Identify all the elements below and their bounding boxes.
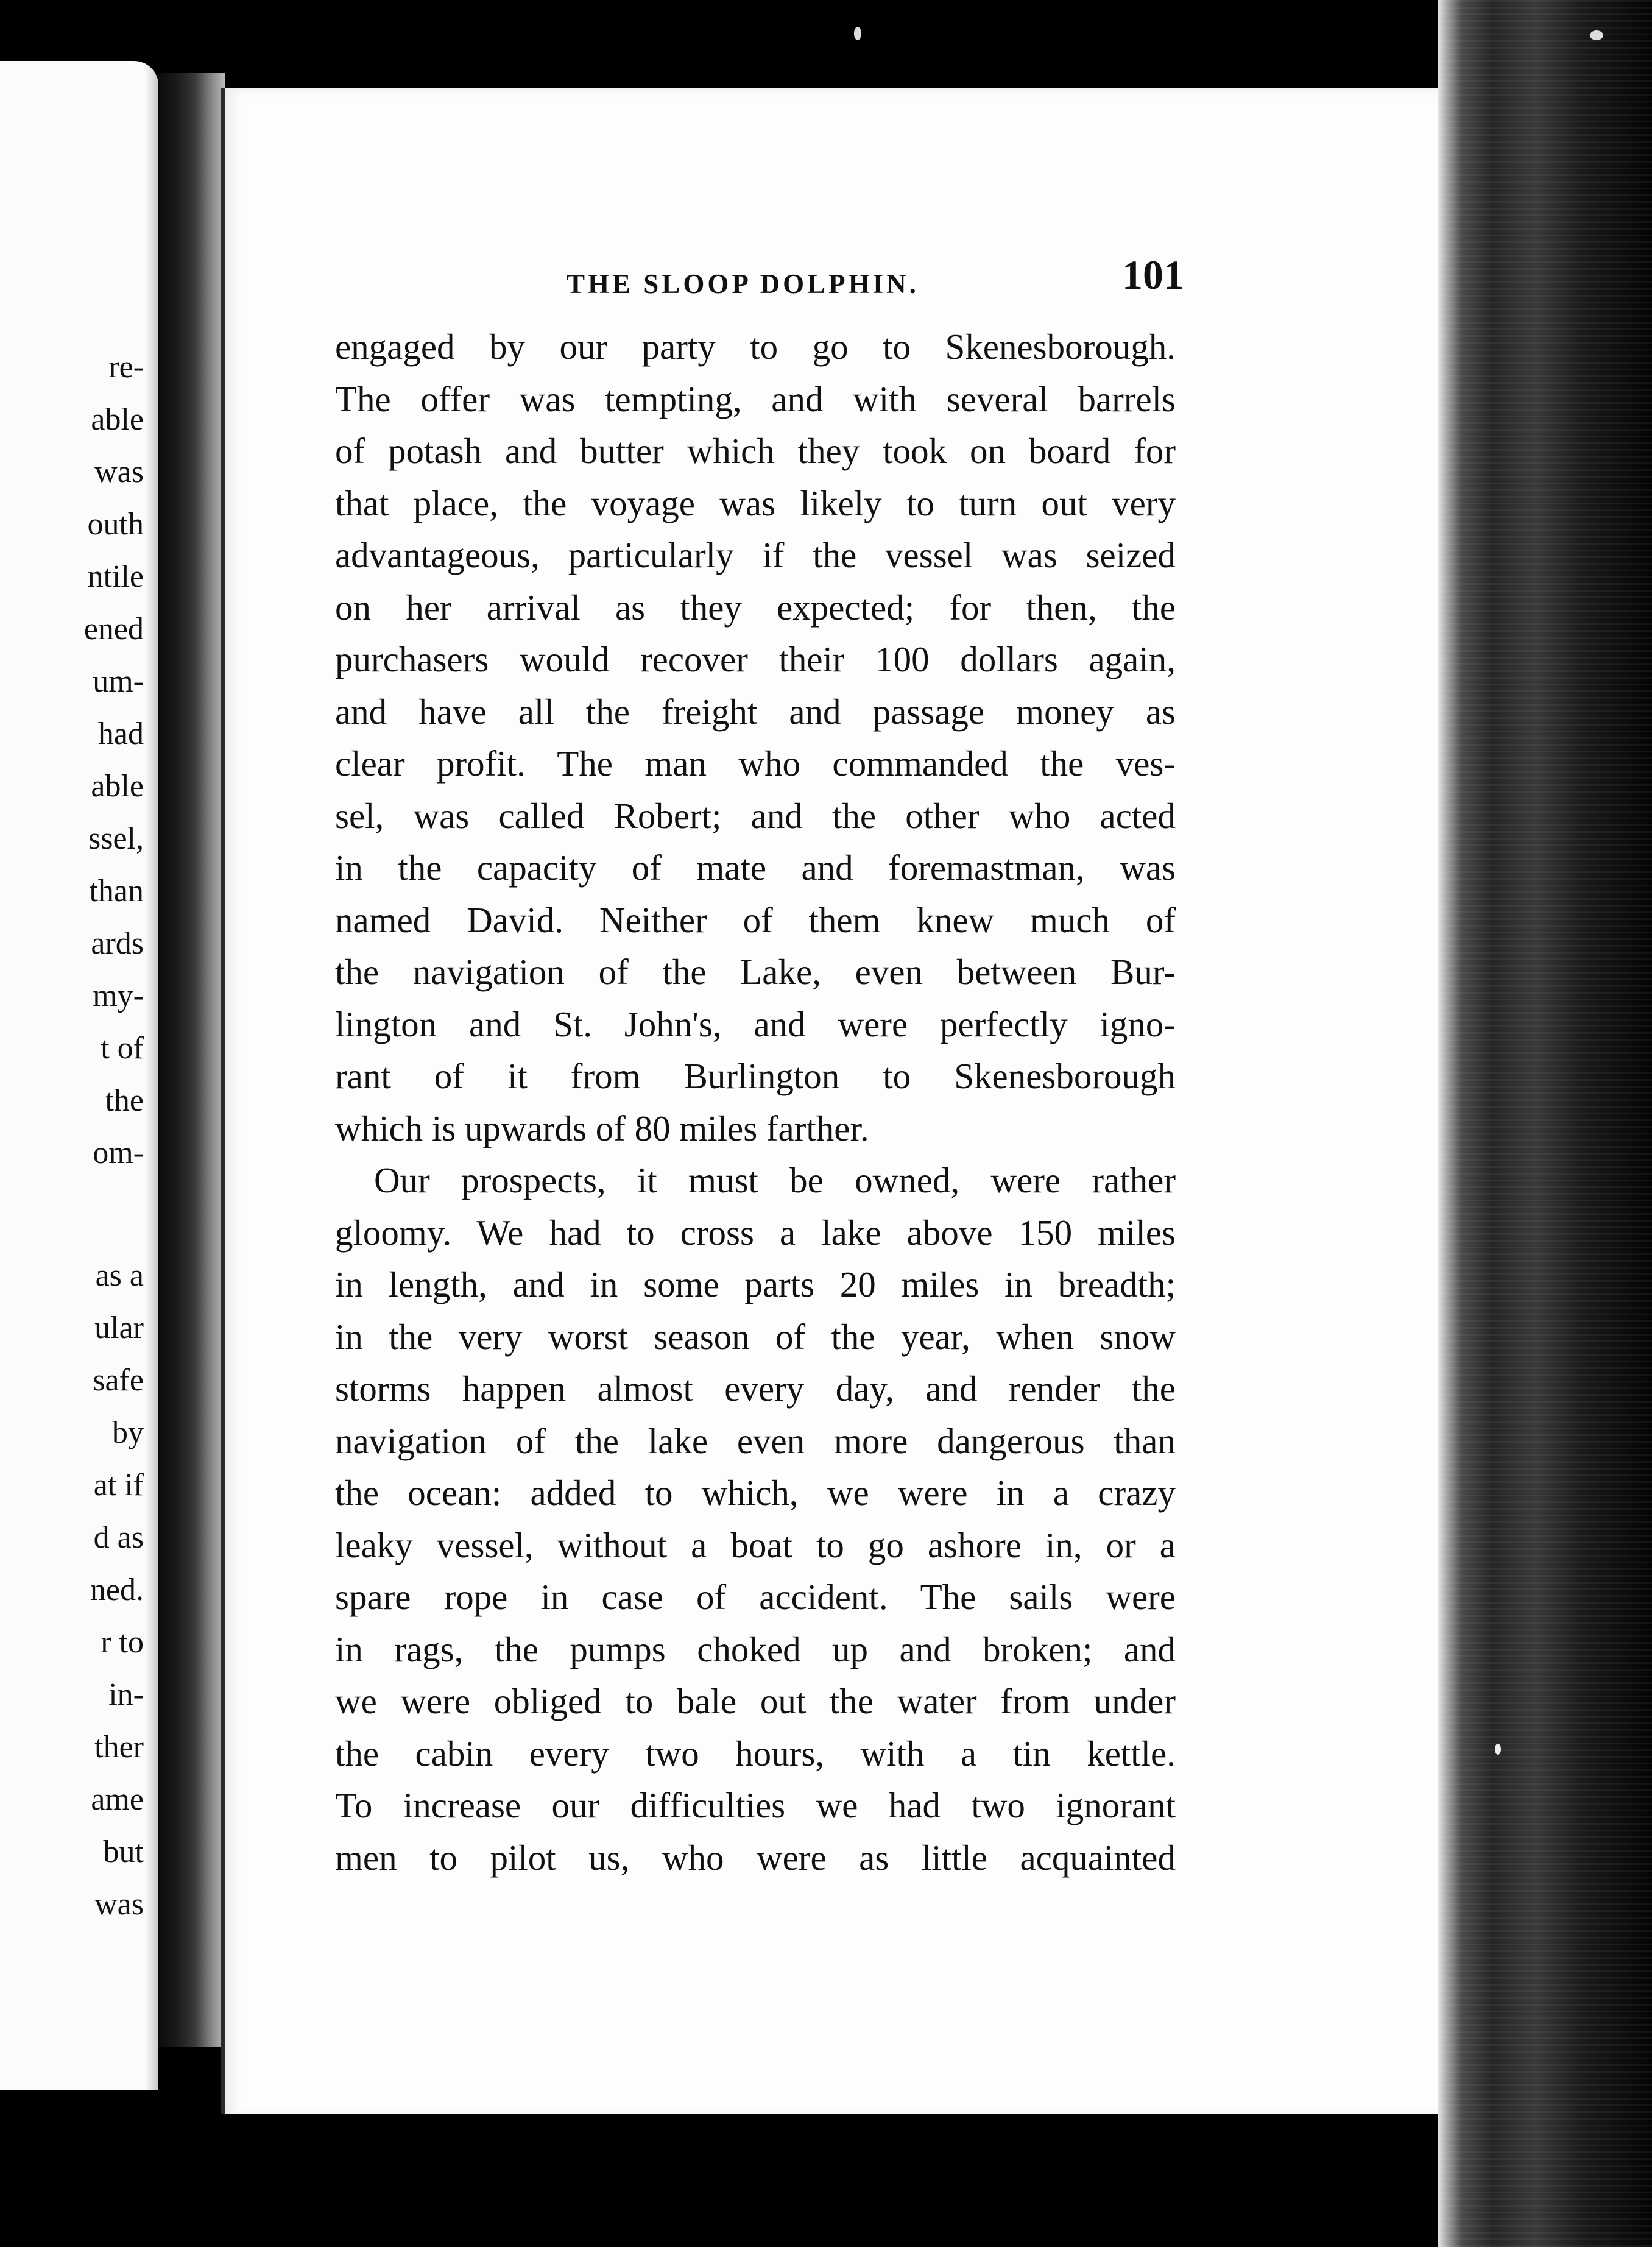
gutter-shadow xyxy=(145,61,158,2090)
facing-line: r to xyxy=(101,1625,144,1660)
facing-line: ssel, xyxy=(88,821,144,856)
text-line: that place, the voyage was likely to turn out very xyxy=(335,483,1176,523)
text-line: clear profit. The man who commanded the ves- xyxy=(335,743,1176,784)
facing-line: ards xyxy=(91,926,144,961)
facing-line: my- xyxy=(93,978,144,1013)
text-line: sel, was called Robert; and the other who acted xyxy=(335,795,1176,836)
text-line: the cabin every two hours, with a tin kettle. xyxy=(335,1733,1176,1774)
facing-page-text xyxy=(84,341,144,1931)
text-line: men to pilot us, who were as little acquainted xyxy=(335,1837,1176,1878)
scan-background-top xyxy=(0,0,1652,79)
facing-line: able xyxy=(91,402,144,437)
text-line: the ocean: added to which, we were in a crazy xyxy=(335,1473,1176,1513)
facing-line: outh xyxy=(87,507,144,542)
text-line: and have all the freight and passage money as xyxy=(335,691,1176,732)
facing-line: had xyxy=(97,717,144,751)
facing-line: ame xyxy=(91,1782,144,1817)
text-line: navigation of the lake even more dangerous than xyxy=(335,1420,1176,1461)
facing-line: t of xyxy=(101,1031,144,1066)
facing-line: ened xyxy=(83,612,144,646)
facing-line: ular xyxy=(94,1311,144,1345)
facing-line: by xyxy=(112,1415,144,1450)
text-line: To increase our difficulties we had two ignorant xyxy=(335,1785,1176,1825)
dust-speck xyxy=(1590,30,1603,40)
text-line: in the very worst season of the year, when snow xyxy=(335,1316,1176,1357)
text-line: storms happen almost every day, and render the xyxy=(335,1368,1176,1409)
facing-line: ntile xyxy=(87,559,144,594)
dust-speck xyxy=(854,27,861,40)
facing-line: re- xyxy=(108,350,144,384)
text-line: of potash and butter which they took on board for xyxy=(335,431,1176,471)
facing-line: om- xyxy=(93,1136,144,1170)
book-spine-gutter xyxy=(158,73,225,2047)
text-line: The offer was tempting, and with several barrels xyxy=(335,378,1176,419)
facing-line: at if xyxy=(93,1468,144,1502)
facing-line: as a xyxy=(95,1258,144,1293)
body-text xyxy=(335,321,1176,1884)
facing-line: um- xyxy=(93,664,144,699)
facing-line: ther xyxy=(94,1730,144,1764)
book-board-edge xyxy=(1438,0,1652,2247)
text-line: named David. Neither of them knew much of xyxy=(335,899,1176,940)
facing-line: d as xyxy=(93,1520,144,1555)
text-line: advantageous, particularly if the vessel was seized xyxy=(335,535,1176,575)
dust-speck xyxy=(1495,1744,1501,1755)
facing-line: able xyxy=(91,769,144,804)
facing-line: but xyxy=(103,1835,144,1869)
facing-line: the xyxy=(105,1083,144,1118)
facing-page xyxy=(0,61,158,2090)
facing-line: ned. xyxy=(90,1573,144,1607)
text-line: Our prospects, it must be owned, were rather xyxy=(374,1160,1176,1200)
text-line: in the capacity of mate and foremastman, was xyxy=(335,847,1176,888)
text-line: gloomy. We had to cross a lake above 150 miles xyxy=(335,1212,1176,1253)
facing-line: in- xyxy=(108,1677,144,1712)
facing-line: safe xyxy=(93,1363,144,1398)
text-line: the navigation of the Lake, even between Bur- xyxy=(335,952,1176,992)
text-line: rant of it from Burlington to Skenesborough xyxy=(335,1056,1176,1096)
scan-background-bottom xyxy=(0,2114,1438,2247)
facing-line: was xyxy=(94,1887,144,1922)
text-line: spare rope in case of accident. The sails were xyxy=(335,1577,1176,1617)
facing-line: than xyxy=(89,874,144,908)
text-line: which is upwards of 80 miles farther. xyxy=(335,1108,869,1148)
text-line: in rags, the pumps choked up and broken; and xyxy=(335,1629,1176,1669)
paragraph-gap xyxy=(84,1180,144,1250)
text-line: in length, and in some parts 20 miles in breadth; xyxy=(335,1264,1176,1304)
text-line: lington and St. John's, and were perfectly igno- xyxy=(335,1003,1176,1044)
running-head-title: THE SLOOP DOLPHIN. xyxy=(567,269,919,299)
page-number: 101 xyxy=(1122,252,1184,298)
text-line: we were obliged to bale out the water from under xyxy=(335,1681,1176,1721)
text-line: engaged by our party to go to Skenesborough. xyxy=(335,327,1176,367)
text-line: purchasers would recover their 100 dollars again, xyxy=(335,639,1176,679)
facing-line: was xyxy=(94,455,144,489)
text-line: leaky vessel, without a boat to go ashore in, or a xyxy=(335,1524,1176,1565)
text-line: on her arrival as they expected; for then, the xyxy=(335,587,1176,628)
